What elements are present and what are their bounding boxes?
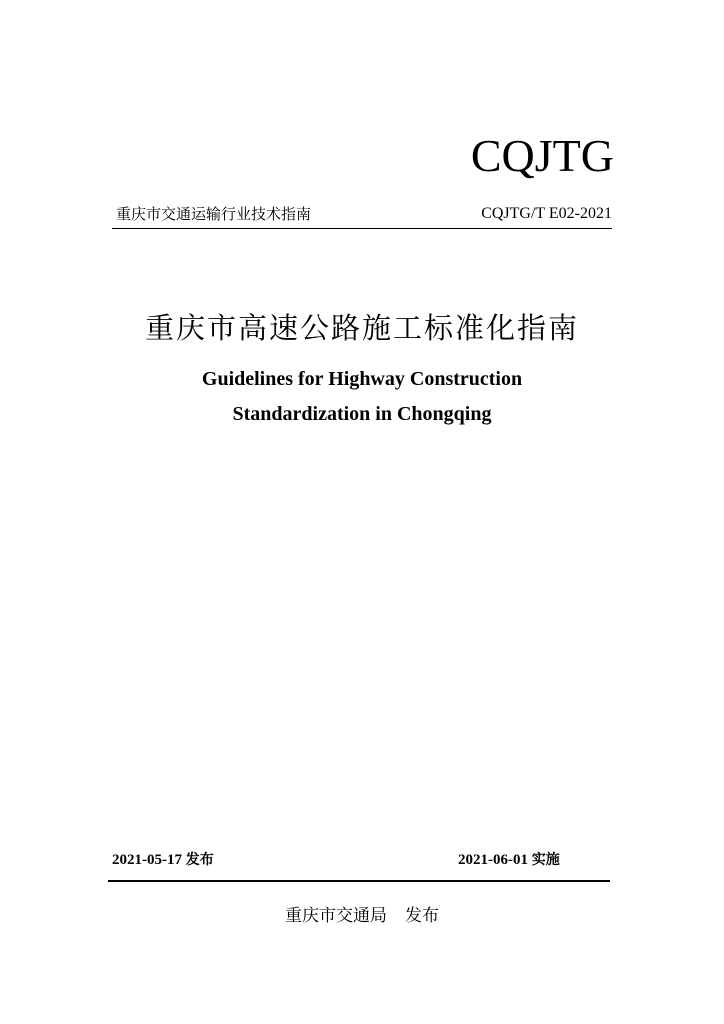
dates-row [108,850,612,872]
title-chinese: 重庆市高速公路施工标准化指南 [144,311,579,345]
issue-date: 2021-05-17 [112,852,182,868]
title-english-line-1: Guidelines for Highway Construction [201,368,523,390]
issue-date-block [112,850,214,870]
title-english-line-2: Standardization in Chongqing [232,403,492,425]
standard-category: 重庆市交通运输行业技术指南 [116,205,312,223]
footer-divider [108,880,610,882]
publisher-action: 发布 [405,906,439,926]
header-divider [112,228,612,229]
publisher-name: 重庆市交通局 [285,906,387,926]
issue-label: 发布 [185,852,214,868]
effective-date: 2021-06-01 [458,852,528,868]
header-row [112,204,612,226]
standard-number: CQJTG/T E02-2021 [481,205,612,222]
publisher-line [0,904,724,928]
effective-date-block [458,850,560,870]
effective-label: 实施 [531,852,560,868]
standard-code-large: CQJTG [470,130,614,181]
